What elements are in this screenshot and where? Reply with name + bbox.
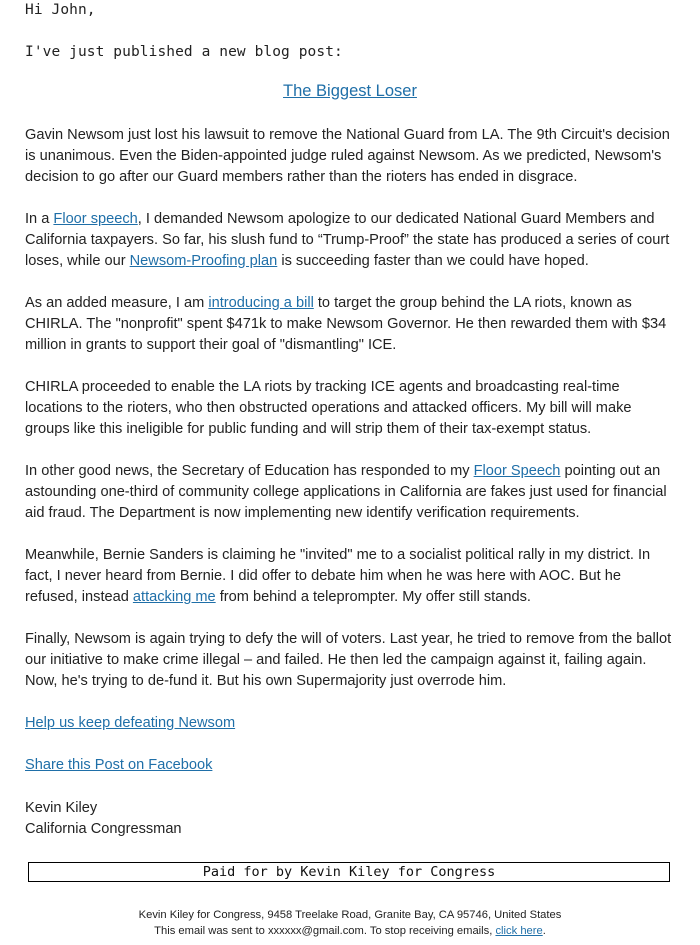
intro-text: I've just published a new blog post:: [25, 44, 343, 60]
signature: [25, 798, 182, 840]
paragraph-2-text-b: , I demanded Newsom apologize to our dedicated National Guard Members and California taxpayers. So far, his slush fund to “Trump-Proof” the state has produced a series of court loses, while our: [25, 211, 670, 269]
paragraph-6-text-a: Meanwhile, Bernie Sanders is claiming he "invited" me to a socialist political rally in my district. In fact, I never heard from Bernie. I did offer to debate him when he was here with AOC. But he refused, instead: [25, 547, 651, 605]
footer-address: Kevin Kiley for Congress, 9458 Treelake Road, Granite Bay, CA 95746, United States: [138, 909, 562, 921]
paragraph-2-text-c: is succeeding faster than we could have hoped.: [277, 253, 589, 269]
paragraph-6-text-b: from behind a teleprompter. My offer still stands.: [215, 589, 531, 605]
paragraph-3-text-a: As an added measure, I am: [25, 295, 209, 311]
paragraph-4: CHIRLA proceeded to enable the LA riots by tracking ICE agents and broadcasting real-time locations to the rioters, who then obstructed operations and attacked officers. My bill will make groups like this ineligible for public funding and will strip them of their tax-exempt status.: [25, 379, 632, 437]
footer-unsubscribe-line: [0, 923, 700, 939]
post-title-row: [25, 82, 675, 101]
paragraph-5: [25, 461, 675, 524]
paid-for-disclaimer: Paid for by Kevin Kiley for Congress: [28, 862, 670, 882]
help-link-row: [25, 713, 675, 734]
post-title-link[interactable]: The Biggest Loser: [283, 82, 417, 100]
share-link-row: [25, 755, 675, 776]
paragraph-1: Gavin Newsom just lost his lawsuit to remove the National Guard from LA. The 9th Circuit's decision is unanimous. Even the Biden-appointed judge ruled against Newsom. As we predicted, Newsom's decision to go after our Guard members rather than the rioters has ended in disgrace.: [25, 127, 670, 185]
floor-speech-education-link[interactable]: Floor Speech: [473, 463, 561, 479]
email-footer: [0, 907, 700, 939]
paragraph-7: Finally, Newsom is again trying to defy the will of voters. Last year, he tried to remove from the ballot our initiative to make crime illegal – and failed. He then led the campaign against it, failing again. Now, he's trying to de-fund it. But his own Supermajority just overrode him.: [25, 631, 672, 689]
footer-sent-suffix: .: [542, 925, 546, 937]
unsubscribe-link[interactable]: click here: [495, 925, 543, 937]
help-defeat-newsom-link[interactable]: Help us keep defeating Newsom: [25, 715, 236, 731]
signature-role: California Congressman: [25, 821, 182, 837]
attacking-me-link[interactable]: attacking me: [132, 589, 216, 605]
newsom-proofing-plan-link[interactable]: Newsom-Proofing plan: [129, 253, 278, 269]
greeting: Hi John,: [25, 2, 96, 18]
paragraph-3: [25, 293, 675, 356]
share-facebook-link[interactable]: Share this Post on Facebook: [25, 757, 213, 773]
paragraph-6: [25, 545, 675, 608]
signature-name: Kevin Kiley: [25, 800, 98, 816]
paragraph-5-text-a: In other good news, the Secretary of Education has responded to my: [25, 463, 474, 479]
paragraph-2: [25, 209, 675, 272]
paragraph-3-text-b: to target the group behind the LA riots, known as CHIRLA. The "nonprofit" spent $471k to make Newsom Governor. He then rewarded them with $34 million in grants to support their goal of "dismantling" ICE.: [25, 295, 667, 353]
paragraph-5-text-b: pointing out an astounding one-third of community college applications in California are fakes just used for financial aid fraud. The Department is now implementing new identify verification requirements.: [25, 463, 667, 521]
footer-sent-text: This email was sent to xxxxxx@gmail.com. To stop receiving emails,: [154, 925, 496, 937]
floor-speech-link[interactable]: Floor speech: [53, 211, 138, 227]
paragraph-2-text-a: In a: [25, 211, 54, 227]
introducing-a-bill-link[interactable]: introducing a bill: [208, 295, 314, 311]
